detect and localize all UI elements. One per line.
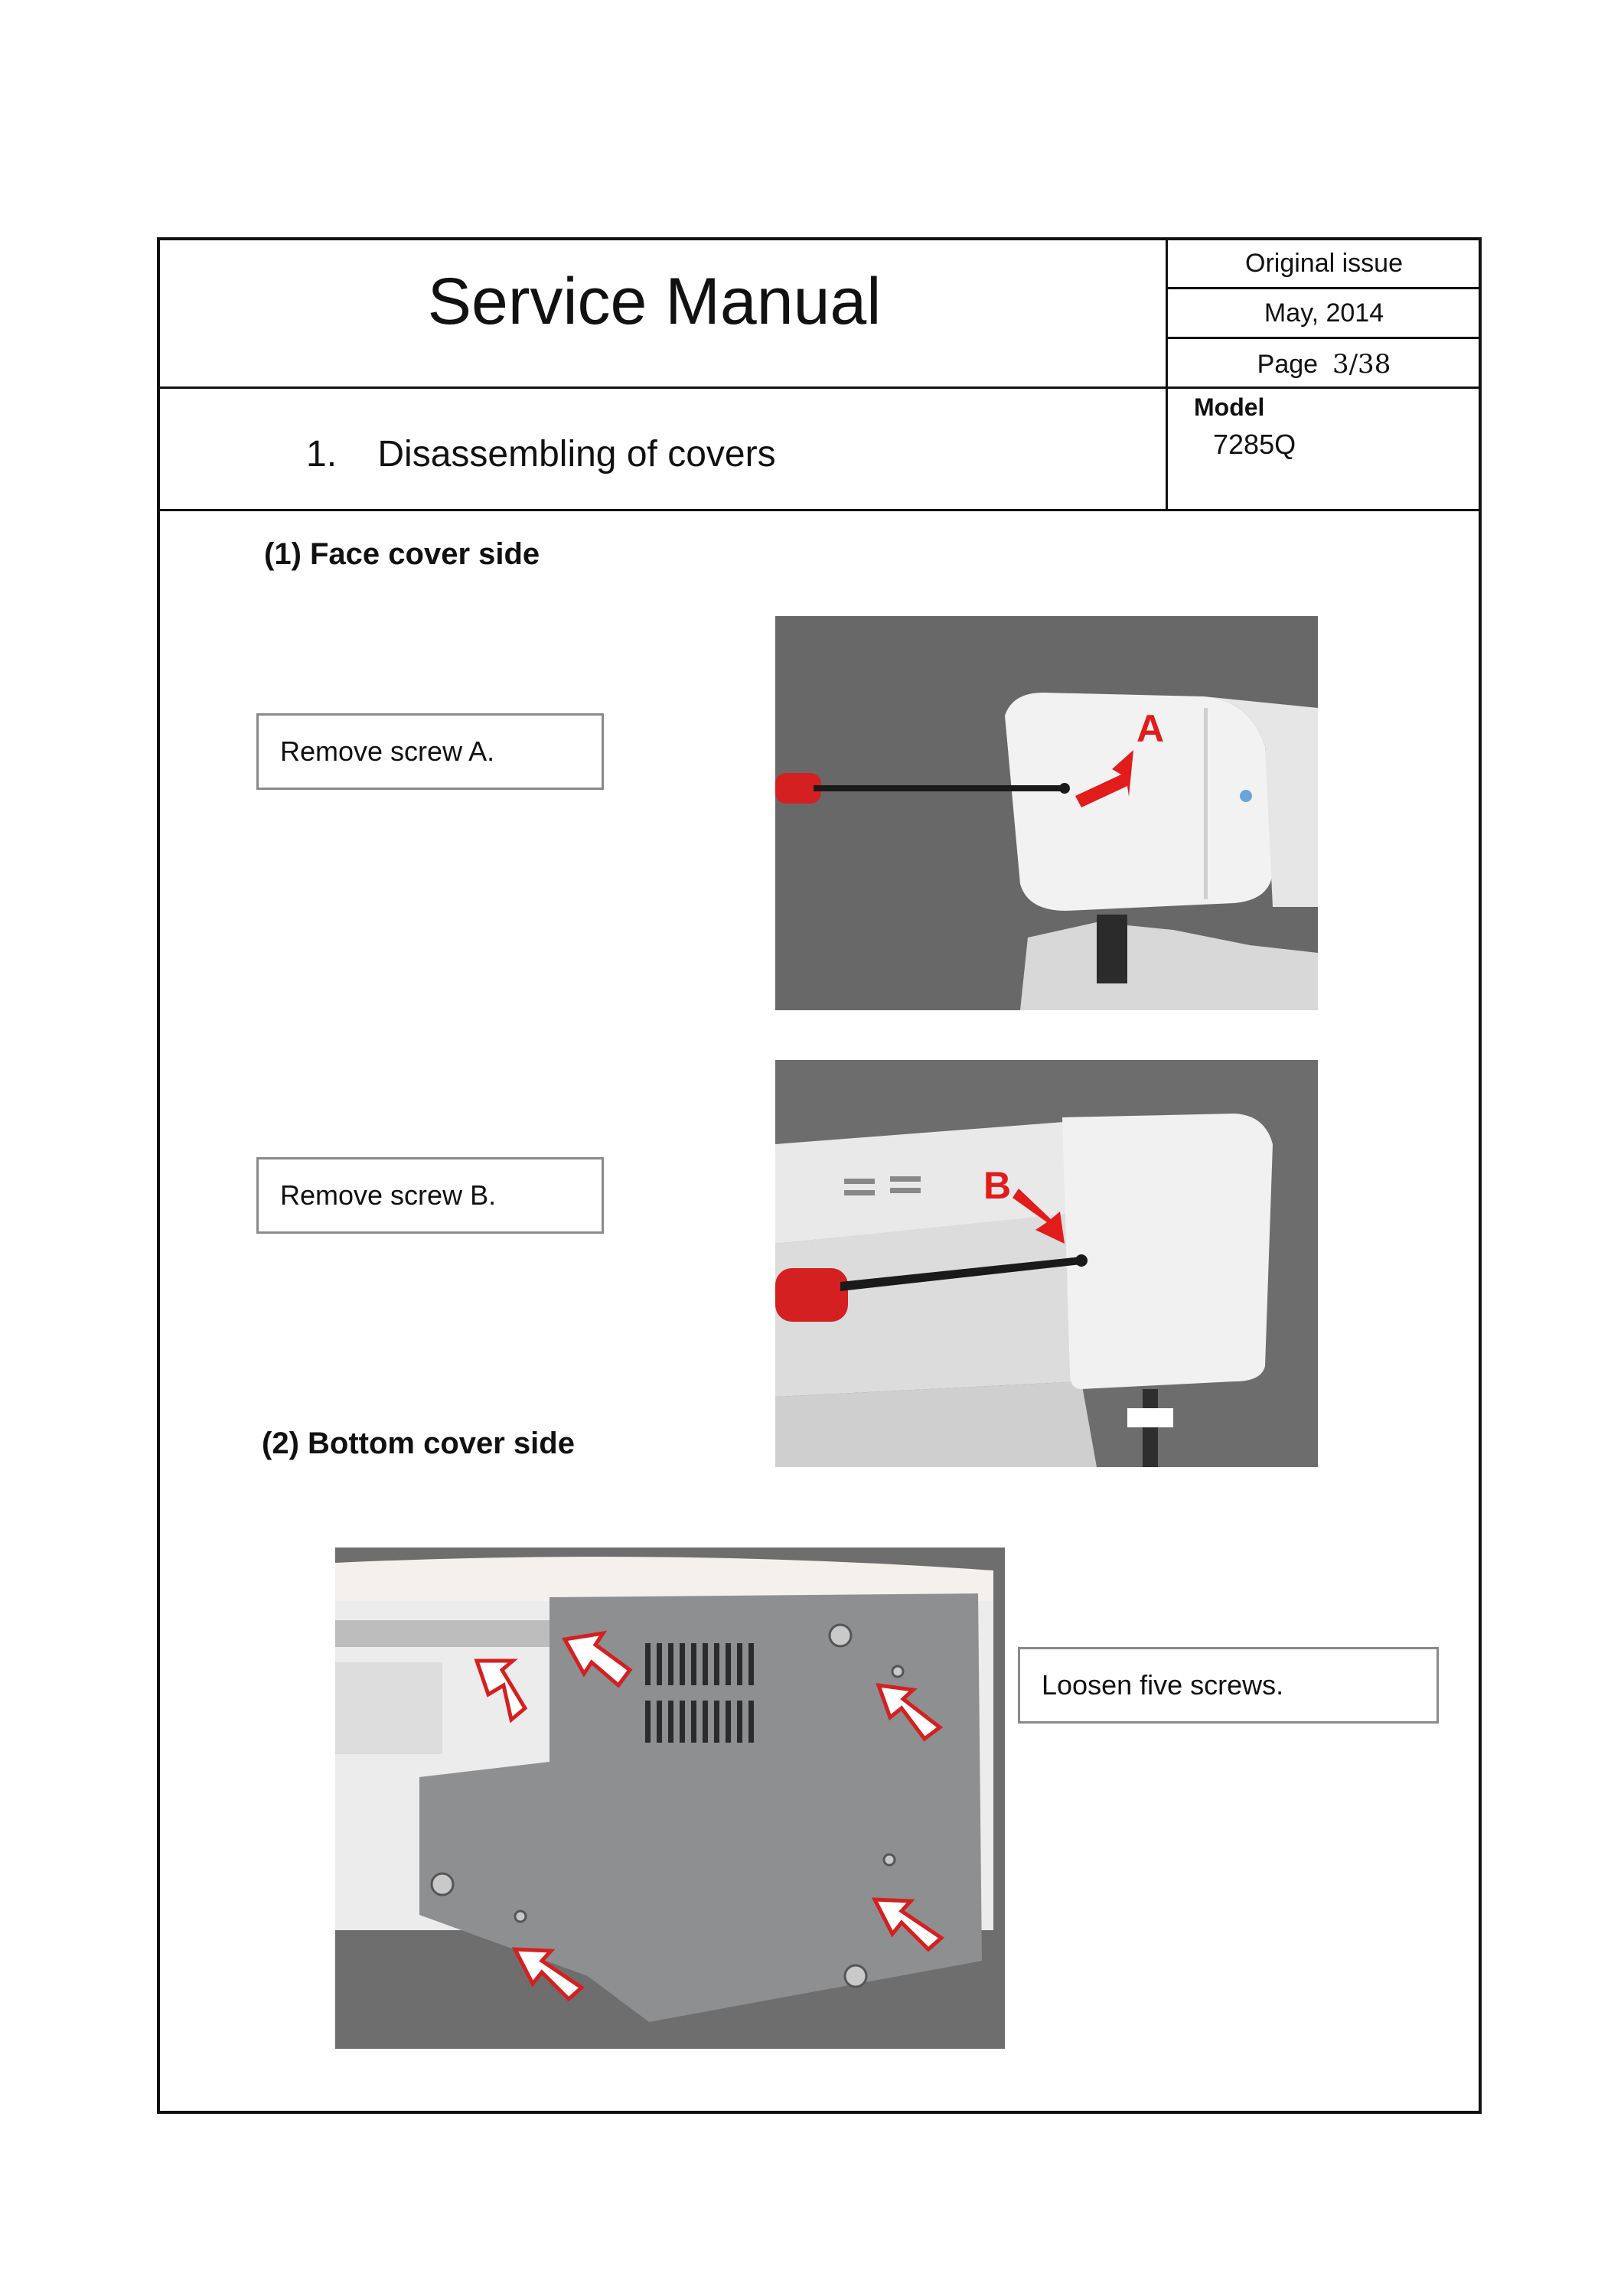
header-divider [158,386,1480,389]
photo-bottom-illustration [335,1548,1005,2049]
callout-screw-a: Remove screw A. [256,713,604,790]
step2-heading: (2) Bottom cover side [262,1427,575,1460]
marker-a: A [1136,707,1165,750]
page-value: 3/38 [1332,349,1391,380]
marker-b: B [983,1164,1012,1207]
document-title: Service Manual [427,265,882,338]
header-bottom-divider [158,509,1480,511]
photo-b-illustration [775,1060,1318,1467]
model-value: 7285Q [1213,429,1296,460]
model-label: Model [1194,393,1265,421]
info-divider-1 [1166,287,1480,289]
photo-face-cover-screw-a [775,616,1318,1010]
section-number: 1. [306,434,338,475]
callout-loosen-screws: Loosen five screws. [1018,1647,1439,1724]
page-number [1168,349,1480,380]
photo-bottom-cover [335,1548,1005,2049]
section-title: Disassembling of covers [377,434,776,475]
issue-date: May, 2014 [1264,298,1384,328]
original-issue-label: Original issue [1245,249,1403,278]
section-heading [306,433,776,475]
photo-face-cover-screw-b [775,1060,1318,1467]
info-divider-2 [1166,337,1480,339]
callout-screw-b: Remove screw B. [256,1157,604,1234]
photo-a-illustration [775,616,1318,1010]
step1-heading: (1) Face cover side [264,537,540,571]
page-label: Page [1257,350,1319,379]
